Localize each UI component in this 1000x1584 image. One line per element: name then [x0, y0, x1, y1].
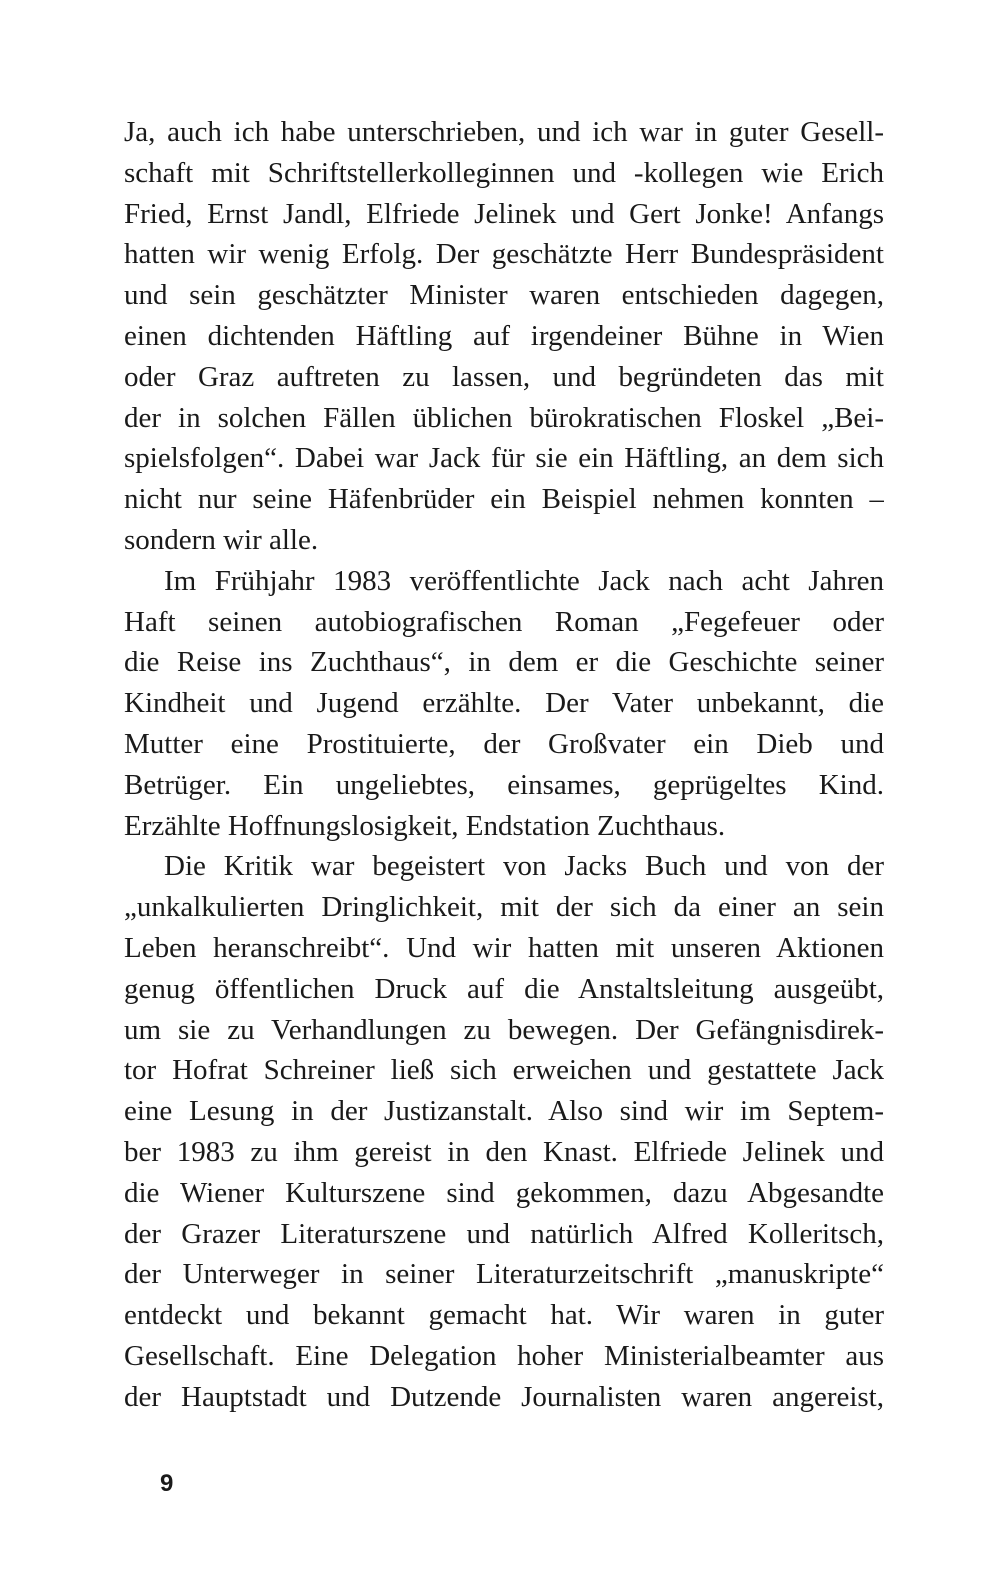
text-line: hatten wir wenig Erfolg. Der geschätzte Herr Bundespräsident: [124, 238, 884, 271]
text-line: der Hauptstadt und Dutzende Journalisten waren angereist,: [124, 1380, 884, 1413]
text-line: „unkalkulierten Dringlichkeit, mit der sich da einer an sein: [124, 891, 884, 924]
body-text: [124, 112, 884, 1418]
text-line: Gesellschaft. Eine Delegation hoher Ministerialbeamter aus: [124, 1339, 884, 1372]
text-line: Fried, Ernst Jandl, Elfriede Jelinek und Gert Jonke! Anfangs: [124, 197, 884, 230]
text-line: Erzählte Hoffnungslosigkeit, Endstation Zuchthaus.: [124, 809, 726, 842]
text-line: die Wiener Kulturszene sind gekommen, dazu Abgesandte: [124, 1176, 884, 1209]
page-number: 9: [160, 1470, 174, 1497]
text-line: einen dichtenden Häftling auf irgendeiner Bühne in Wien: [124, 319, 884, 352]
text-line: tor Hofrat Schreiner ließ sich erweichen und gestattete Jack: [124, 1054, 884, 1087]
text-line: ber 1983 zu ihm gereist in den Knast. Elfriede Jelinek und: [124, 1135, 884, 1168]
text-line: und sein geschätzter Minister waren entschieden dagegen,: [124, 279, 884, 312]
text-line: Kindheit und Jugend erzählte. Der Vater unbekannt, die: [124, 687, 884, 720]
text-line: entdeckt und bekannt gemacht hat. Wir waren in guter: [124, 1299, 884, 1332]
text-line: Leben heranschreibt“. Und wir hatten mit unseren Aktionen: [124, 931, 884, 964]
text-line: um sie zu Verhandlungen zu bewegen. Der Gefängnisdirek-: [124, 1013, 884, 1046]
text-line: oder Graz auftreten zu lassen, und begründeten das mit: [124, 360, 884, 393]
text-line: spielsfolgen“. Dabei war Jack für sie ein Häftling, an dem sich: [124, 442, 884, 475]
text-line: der Unterweger in seiner Literaturzeitschrift „manuskripte“: [124, 1258, 884, 1291]
text-line: der Grazer Literaturszene und natürlich Alfred Kolleritsch,: [124, 1217, 884, 1250]
text-line: nicht nur seine Häfenbrüder ein Beispiel nehmen konnten –: [124, 483, 884, 516]
text-line: genug öffentlichen Druck auf die Anstaltsleitung ausgeübt,: [124, 972, 884, 1005]
text-line: sondern wir alle.: [124, 523, 319, 556]
text-line: Mutter eine Prostituierte, der Großvater ein Dieb und: [124, 727, 884, 760]
text-line: schaft mit Schriftstellerkolleginnen und -kollegen wie Erich: [124, 156, 884, 189]
text-line: die Reise ins Zuchthaus“, in dem er die Geschichte seiner: [124, 646, 884, 679]
text-line: Im Frühjahr 1983 veröffentlichte Jack nach acht Jahren: [164, 564, 884, 597]
text-line: Haft seinen autobiografischen Roman „Fegefeuer oder: [124, 605, 884, 638]
text-line: eine Lesung in der Justizanstalt. Also sind wir im Septem-: [124, 1095, 884, 1128]
text-line: Ja, auch ich habe unterschrieben, und ich war in guter Gesell-: [124, 116, 884, 148]
text-line: Die Kritik war begeistert von Jacks Buch und von der: [164, 850, 884, 883]
text-line: Betrüger. Ein ungeliebtes, einsames, geprügeltes Kind.: [124, 768, 884, 801]
text-line: der in solchen Fällen üblichen bürokratischen Floskel „Bei-: [124, 401, 884, 434]
